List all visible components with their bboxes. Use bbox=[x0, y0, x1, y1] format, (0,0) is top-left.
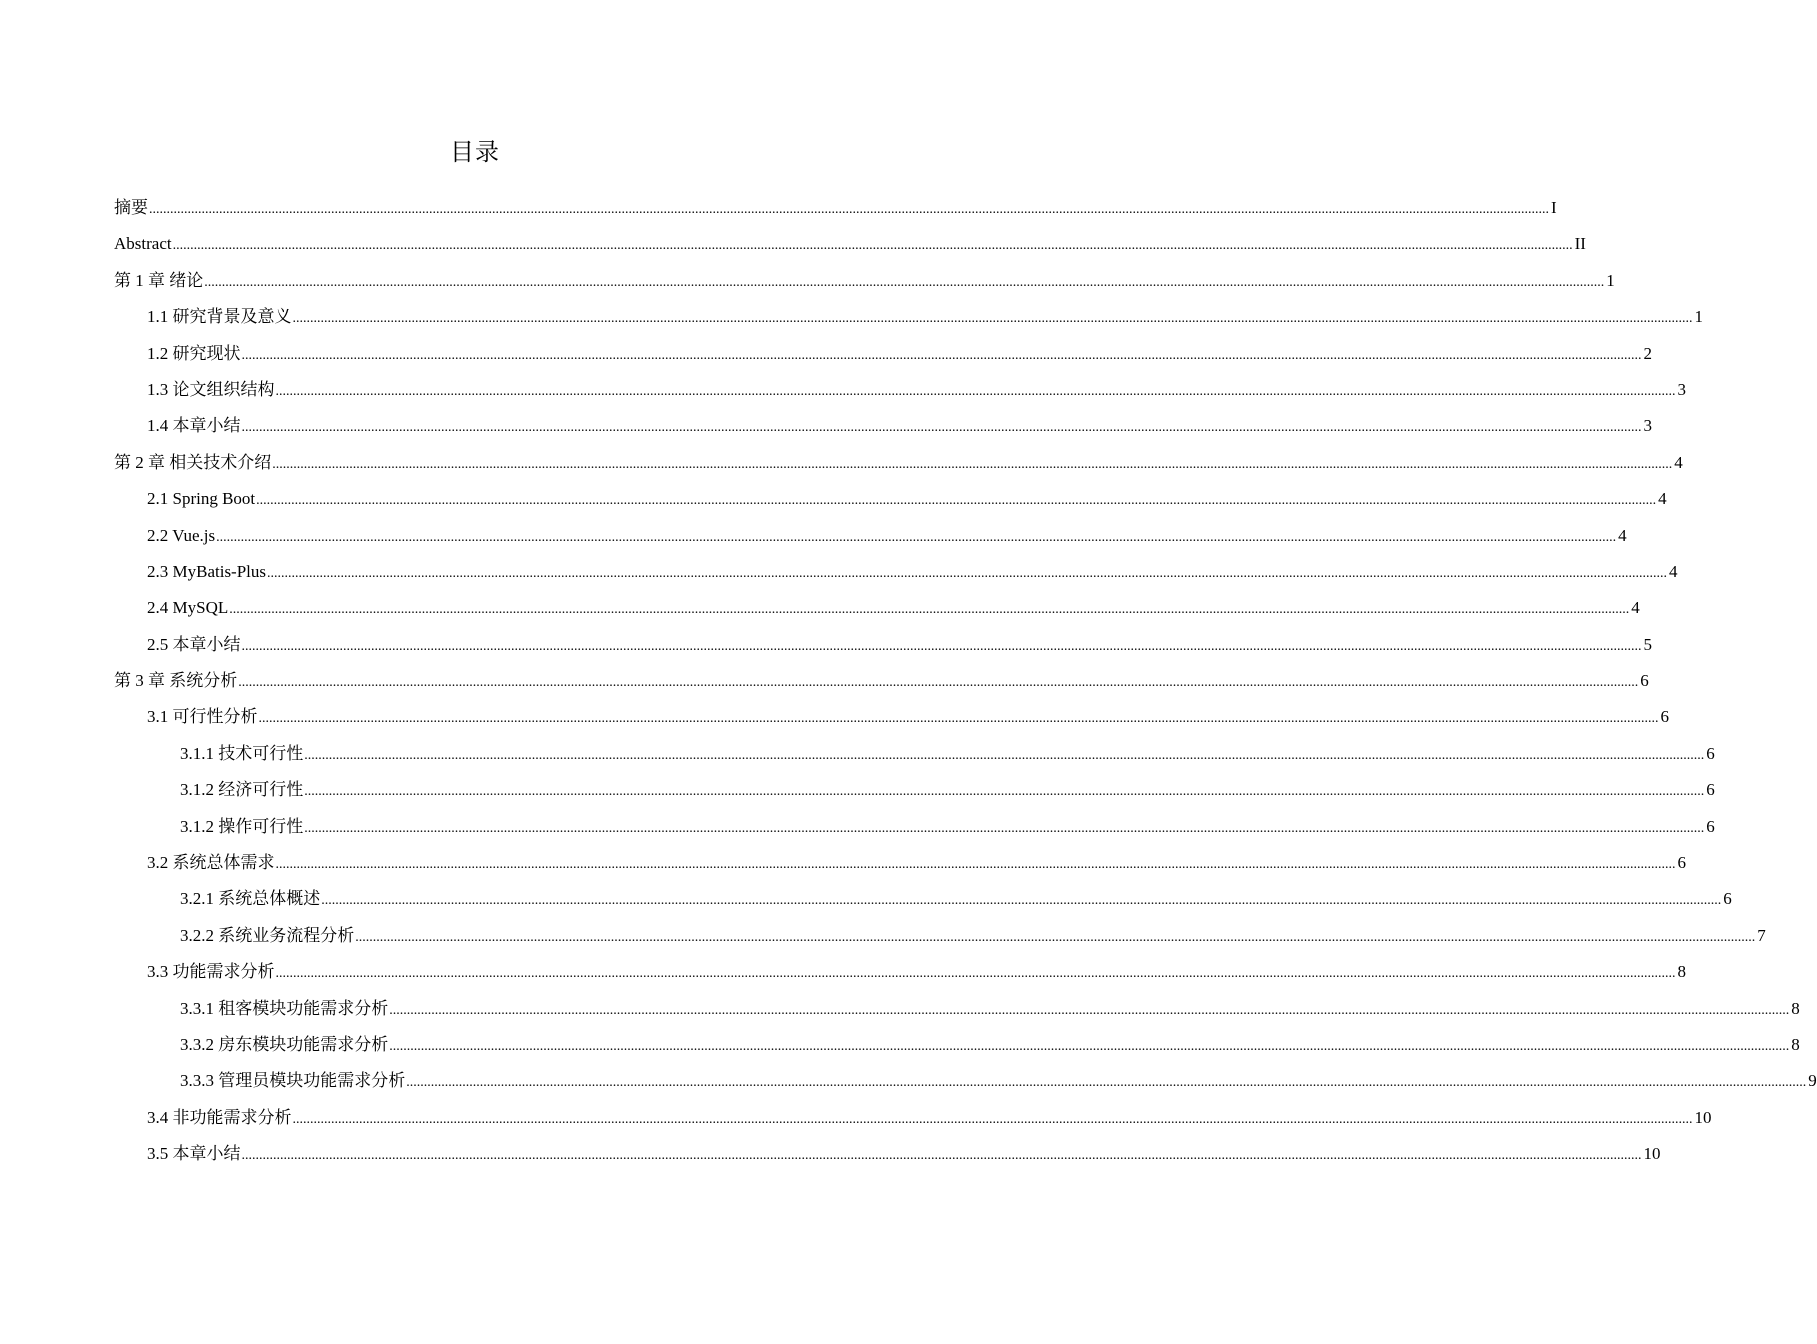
toc-entry-label: 2.4 MySQL bbox=[147, 598, 229, 618]
toc-entry-label: 第 1 章 绪论 bbox=[114, 270, 204, 290]
toc-entry-page-number: 9 bbox=[1808, 1071, 1817, 1091]
toc-entry-label: 第 2 章 相关技术介绍 bbox=[114, 452, 272, 472]
toc-entry[interactable] bbox=[114, 376, 1686, 412]
dot-leader: ................................................................................................................................................................................................................................................................................................................................................................................................................ bbox=[267, 565, 1668, 581]
toc-entry-label: 1.2 研究现状 bbox=[147, 343, 241, 363]
dot-leader: ................................................................................................................................................................................................................................................................................................................................................................................................................ bbox=[292, 1111, 1693, 1127]
toc-entry-page-number: 6 bbox=[1677, 853, 1686, 873]
toc-entry[interactable] bbox=[114, 849, 1686, 885]
dot-leader: ................................................................................................................................................................................................................................................................................................................................................................................................................ bbox=[172, 238, 1573, 254]
dot-leader: ................................................................................................................................................................................................................................................................................................................................................................................................................ bbox=[389, 1038, 1790, 1054]
toc-entry[interactable] bbox=[114, 813, 1715, 849]
toc-entry-page-number: 4 bbox=[1658, 489, 1667, 509]
toc-entry[interactable] bbox=[114, 1140, 1661, 1176]
dot-leader: ................................................................................................................................................................................................................................................................................................................................................................................................................ bbox=[256, 493, 1657, 509]
toc-entry[interactable] bbox=[114, 631, 1652, 667]
toc-entry[interactable] bbox=[114, 412, 1652, 448]
dot-leader: ................................................................................................................................................................................................................................................................................................................................................................................................................ bbox=[272, 456, 1673, 472]
dot-leader: ................................................................................................................................................................................................................................................................................................................................................................................................................ bbox=[292, 311, 1693, 327]
dot-leader: ................................................................................................................................................................................................................................................................................................................................................................................................................ bbox=[241, 347, 1642, 363]
toc-entry-label: 2.5 本章小结 bbox=[147, 634, 241, 654]
toc-entry-label: 3.3 功能需求分析 bbox=[147, 962, 275, 982]
dot-leader: ................................................................................................................................................................................................................................................................................................................................................................................................................ bbox=[229, 602, 1630, 618]
toc-entry-label: 3.3.2 房东模块功能需求分析 bbox=[180, 1034, 389, 1054]
toc-entry-label: 3.3.1 租客模块功能需求分析 bbox=[180, 998, 389, 1018]
toc-entry-label: 1.1 研究背景及意义 bbox=[147, 307, 292, 327]
toc-entry-page-number: 4 bbox=[1631, 598, 1640, 618]
toc-entry-page-number: 5 bbox=[1643, 634, 1652, 654]
toc-entry-label: Abstract bbox=[114, 234, 172, 254]
toc-entry-page-number: 3 bbox=[1677, 379, 1686, 399]
toc-entry-label: 2.3 MyBatis-Plus bbox=[147, 561, 267, 581]
dot-leader: ................................................................................................................................................................................................................................................................................................................................................................................................................ bbox=[389, 1002, 1790, 1018]
toc-entry-label: 3.2.1 系统总体概述 bbox=[180, 889, 321, 909]
toc-entry[interactable] bbox=[114, 922, 1766, 958]
toc-entry-page-number: 6 bbox=[1640, 671, 1649, 691]
toc-entry-page-number: 6 bbox=[1723, 889, 1732, 909]
dot-leader: ................................................................................................................................................................................................................................................................................................................................................................................................................ bbox=[238, 675, 1639, 691]
toc-entry-page-number: 6 bbox=[1706, 743, 1715, 763]
toc-entry[interactable] bbox=[114, 703, 1669, 739]
dot-leader: ................................................................................................................................................................................................................................................................................................................................................................................................................ bbox=[275, 383, 1676, 399]
toc-entry[interactable] bbox=[114, 740, 1715, 776]
dot-leader: ................................................................................................................................................................................................................................................................................................................................................................................................................ bbox=[355, 929, 1756, 945]
toc-entry-page-number: 6 bbox=[1706, 816, 1715, 836]
dot-leader: ................................................................................................................................................................................................................................................................................................................................................................................................................ bbox=[241, 638, 1642, 654]
toc-entry-page-number: 4 bbox=[1674, 452, 1683, 472]
toc-entry-label: 1.4 本章小结 bbox=[147, 416, 241, 436]
toc-entry[interactable] bbox=[114, 194, 1557, 230]
toc-entry-page-number: 1 bbox=[1694, 307, 1703, 327]
dot-leader: ................................................................................................................................................................................................................................................................................................................................................................................................................ bbox=[241, 420, 1642, 436]
toc-entry[interactable] bbox=[114, 449, 1683, 485]
toc-entry[interactable] bbox=[114, 1104, 1712, 1140]
toc-entry-label: 3.1.2 操作可行性 bbox=[180, 816, 304, 836]
toc-entry-page-number: 1 bbox=[1606, 270, 1615, 290]
toc-entry-page-number: 4 bbox=[1618, 525, 1627, 545]
dot-leader: ................................................................................................................................................................................................................................................................................................................................................................................................................ bbox=[149, 202, 1549, 217]
toc-entry[interactable] bbox=[114, 667, 1649, 703]
toc-entry-label: 摘要 bbox=[114, 198, 148, 217]
toc-entry[interactable] bbox=[114, 230, 1586, 266]
toc-entry-page-number: 2 bbox=[1643, 343, 1652, 363]
dot-leader: ................................................................................................................................................................................................................................................................................................................................................................................................................ bbox=[275, 857, 1676, 873]
toc-entry-label: 3.1.1 技术可行性 bbox=[180, 743, 304, 763]
toc-entry-label: 2.1 Spring Boot bbox=[147, 489, 256, 509]
toc-entry[interactable] bbox=[114, 594, 1640, 630]
dot-leader: ................................................................................................................................................................................................................................................................................................................................................................................................................ bbox=[406, 1075, 1807, 1091]
toc-entry[interactable] bbox=[114, 958, 1686, 994]
toc-entry-label: 3.1 可行性分析 bbox=[147, 707, 258, 727]
toc-entry[interactable] bbox=[114, 340, 1652, 376]
toc-entry-page-number: 3 bbox=[1643, 416, 1652, 436]
toc-list bbox=[114, 194, 1817, 1177]
toc-entry[interactable] bbox=[114, 1031, 1800, 1067]
toc-entry[interactable] bbox=[114, 995, 1800, 1031]
toc-entry-page-number: 8 bbox=[1791, 1034, 1800, 1054]
toc-entry[interactable] bbox=[114, 522, 1627, 558]
dot-leader: ................................................................................................................................................................................................................................................................................................................................................................................................................ bbox=[275, 966, 1676, 982]
dot-leader: ................................................................................................................................................................................................................................................................................................................................................................................................................ bbox=[258, 711, 1659, 727]
dot-leader: ................................................................................................................................................................................................................................................................................................................................................................................................................ bbox=[241, 1148, 1642, 1164]
toc-entry-label: 3.2.2 系统业务流程分析 bbox=[180, 925, 355, 945]
toc-entry-label: 第 3 章 系统分析 bbox=[114, 671, 238, 691]
toc-entry[interactable] bbox=[114, 776, 1715, 812]
dot-leader: ................................................................................................................................................................................................................................................................................................................................................................................................................ bbox=[304, 820, 1705, 836]
toc-entry-label: 3.4 非功能需求分析 bbox=[147, 1107, 292, 1127]
toc-entry[interactable] bbox=[114, 267, 1615, 303]
toc-entry-label: 3.5 本章小结 bbox=[147, 1144, 241, 1164]
toc-entry[interactable] bbox=[114, 1067, 1817, 1103]
toc-entry-page-number: 8 bbox=[1677, 962, 1686, 982]
page-title: 目录 bbox=[450, 138, 500, 166]
toc-entry[interactable] bbox=[114, 885, 1732, 921]
toc-entry-page-number: 10 bbox=[1643, 1144, 1661, 1164]
toc-entry-page-number: 4 bbox=[1669, 561, 1678, 581]
dot-leader: ................................................................................................................................................................................................................................................................................................................................................................................................................ bbox=[304, 747, 1705, 763]
toc-entry-label: 1.3 论文组织结构 bbox=[147, 379, 275, 399]
toc-entry-page-number: 7 bbox=[1757, 925, 1766, 945]
toc-entry[interactable] bbox=[114, 303, 1703, 339]
toc-entry[interactable] bbox=[114, 485, 1667, 521]
toc-entry-page-number: II bbox=[1574, 234, 1586, 254]
dot-leader: ................................................................................................................................................................................................................................................................................................................................................................................................................ bbox=[216, 529, 1617, 545]
dot-leader: ................................................................................................................................................................................................................................................................................................................................................................................................................ bbox=[204, 274, 1605, 290]
toc-entry-label: 2.2 Vue.js bbox=[147, 525, 216, 545]
toc-entry-page-number: 6 bbox=[1706, 780, 1715, 800]
toc-entry-page-number: 8 bbox=[1791, 998, 1800, 1018]
dot-leader: ................................................................................................................................................................................................................................................................................................................................................................................................................ bbox=[321, 893, 1722, 909]
toc-entry-label: 3.1.2 经济可行性 bbox=[180, 780, 304, 800]
dot-leader: ................................................................................................................................................................................................................................................................................................................................................................................................................ bbox=[304, 784, 1705, 800]
toc-entry-label: 3.2 系统总体需求 bbox=[147, 853, 275, 873]
toc-entry-page-number: I bbox=[1551, 198, 1557, 217]
toc-entry[interactable] bbox=[114, 558, 1678, 594]
toc-entry-label: 3.3.3 管理员模块功能需求分析 bbox=[180, 1071, 406, 1091]
toc-entry-page-number: 10 bbox=[1694, 1107, 1712, 1127]
toc-entry-page-number: 6 bbox=[1660, 707, 1669, 727]
